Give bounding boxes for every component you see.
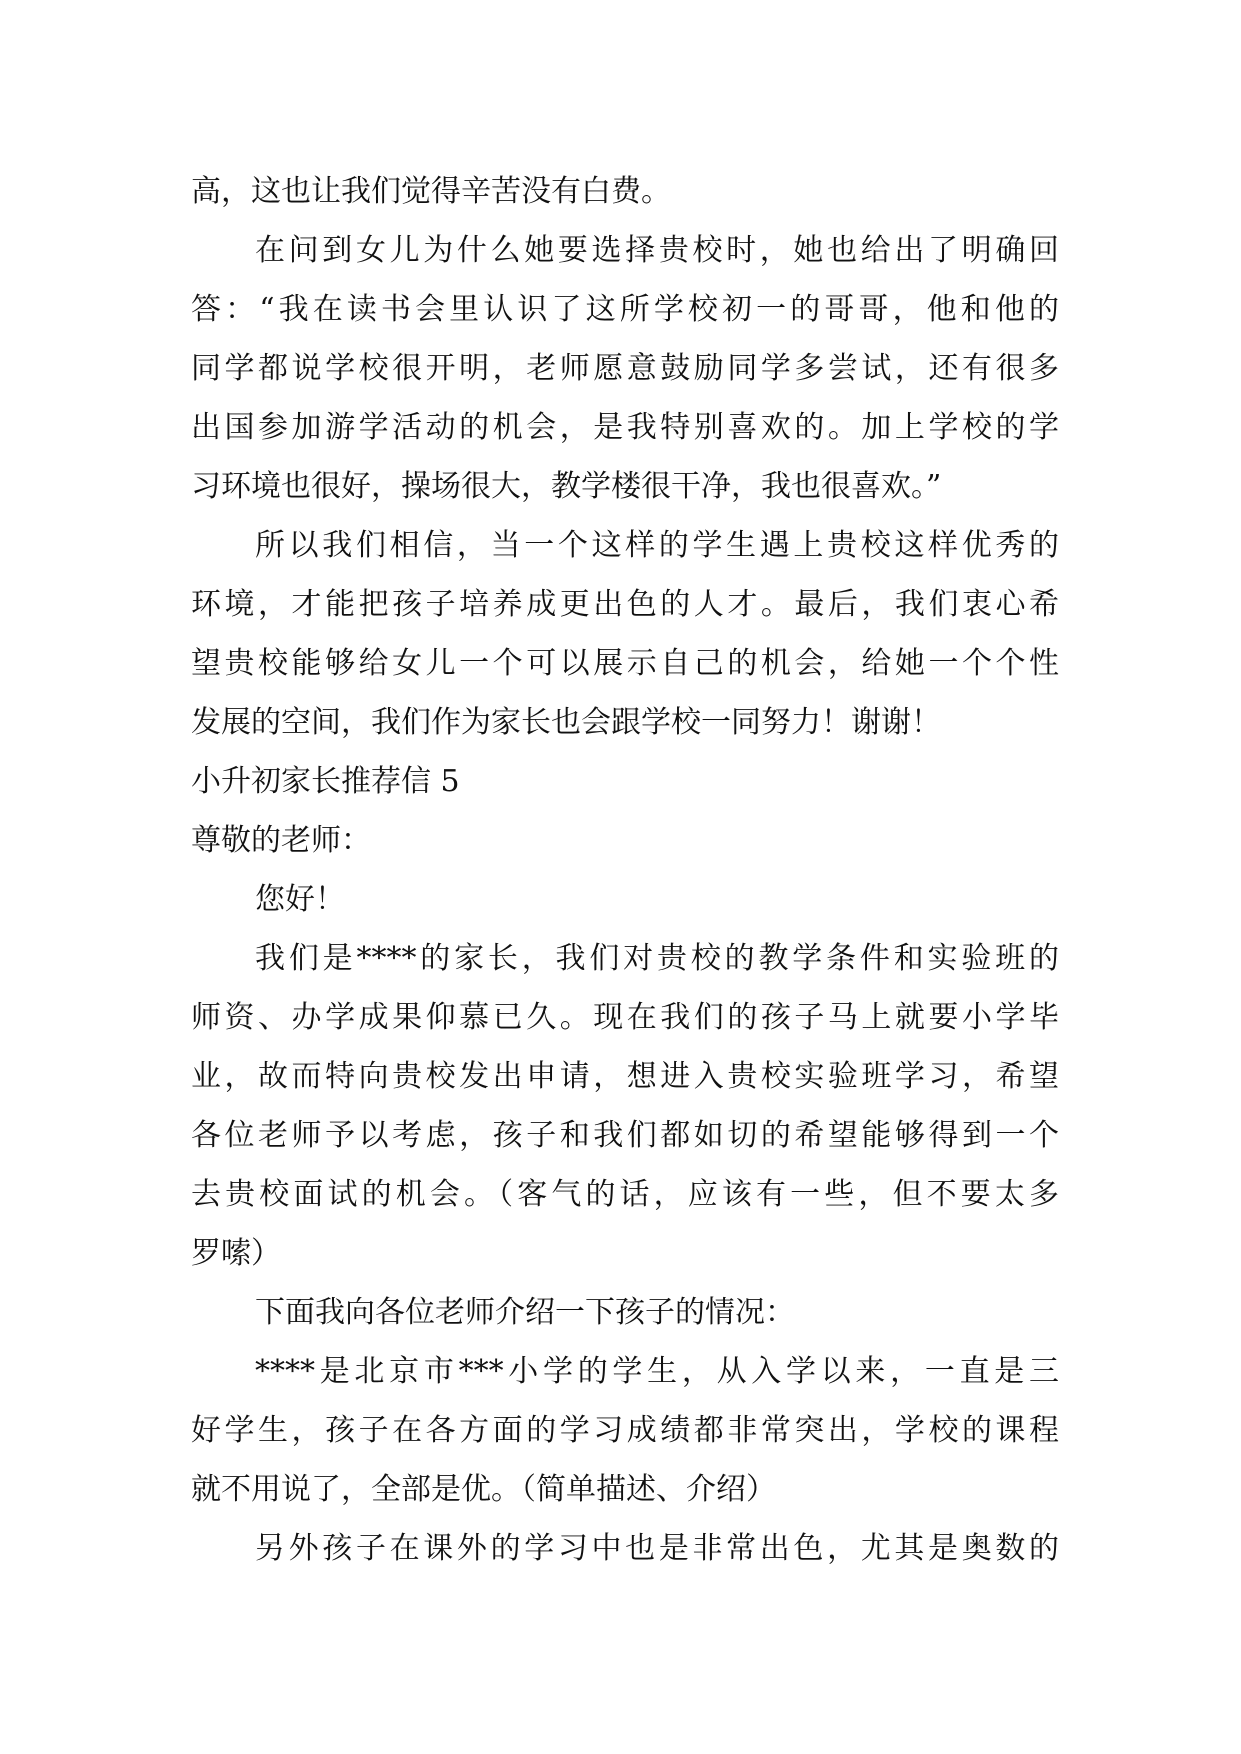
paragraph-line: 各位老师予以考虑，孩子和我们都如切的希望能够得到一个 — [191, 1118, 1059, 1153]
paragraph-line: 高，这也让我们觉得辛苦没有白费。 — [191, 174, 671, 209]
paragraph-line: 出国参加游学活动的机会，是我特别喜欢的。加上学校的学 — [191, 410, 1059, 445]
paragraph-line: 师资、办学成果仰慕已久。现在我们的孩子马上就要小学毕 — [191, 1000, 1059, 1035]
paragraph-line: 去贵校面试的机会。（客气的话，应该有一些，但不要太多 — [191, 1177, 1059, 1212]
paragraph-line: 业，故而特向贵校发出申请，想进入贵校实验班学习，希望 — [191, 1059, 1059, 1094]
salutation: 尊敬的老师： — [191, 823, 371, 858]
paragraph-line: 下面我向各位老师介绍一下孩子的情况： — [255, 1295, 795, 1330]
greeting: 您好！ — [255, 882, 345, 917]
paragraph-line: 罗嗦） — [191, 1236, 281, 1271]
paragraph-line: 在问到女儿为什么她要选择贵校时，她也给出了明确回 — [255, 233, 1059, 268]
paragraph-line: 环境，才能把孩子培养成更出色的人才。最后，我们衷心希 — [191, 587, 1059, 622]
paragraph-line: 望贵校能够给女儿一个可以展示自己的机会，给她一个个性 — [191, 646, 1059, 681]
paragraph-line: 好学生，孩子在各方面的学习成绩都非常突出，学校的课程 — [191, 1413, 1059, 1448]
document-body — [191, 162, 1059, 1578]
section-title: 小升初家长推荐信 5 — [191, 764, 460, 799]
paragraph-line: 同学都说学校很开明，老师愿意鼓励同学多尝试，还有很多 — [191, 351, 1059, 386]
paragraph-line: ****是北京市***小学的学生，从入学以来，一直是三 — [255, 1354, 1059, 1389]
paragraph-line: 就不用说了，全部是优。（简单描述、介绍） — [191, 1472, 776, 1507]
paragraph-line: 我们是****的家长，我们对贵校的教学条件和实验班的 — [255, 941, 1059, 976]
paragraph-line: 习环境也很好，操场很大，教学楼很干净，我也很喜欢。” — [191, 469, 942, 504]
paragraph-line: 答：“我在读书会里认识了这所学校初一的哥哥，他和他的 — [191, 292, 1059, 327]
paragraph-line: 另外孩子在课外的学习中也是非常出色，尤其是奥数的 — [255, 1531, 1059, 1566]
paragraph-line: 所以我们相信，当一个这样的学生遇上贵校这样优秀的 — [255, 528, 1059, 563]
paragraph-line: 发展的空间，我们作为家长也会跟学校一同努力！谢谢！ — [191, 705, 941, 740]
